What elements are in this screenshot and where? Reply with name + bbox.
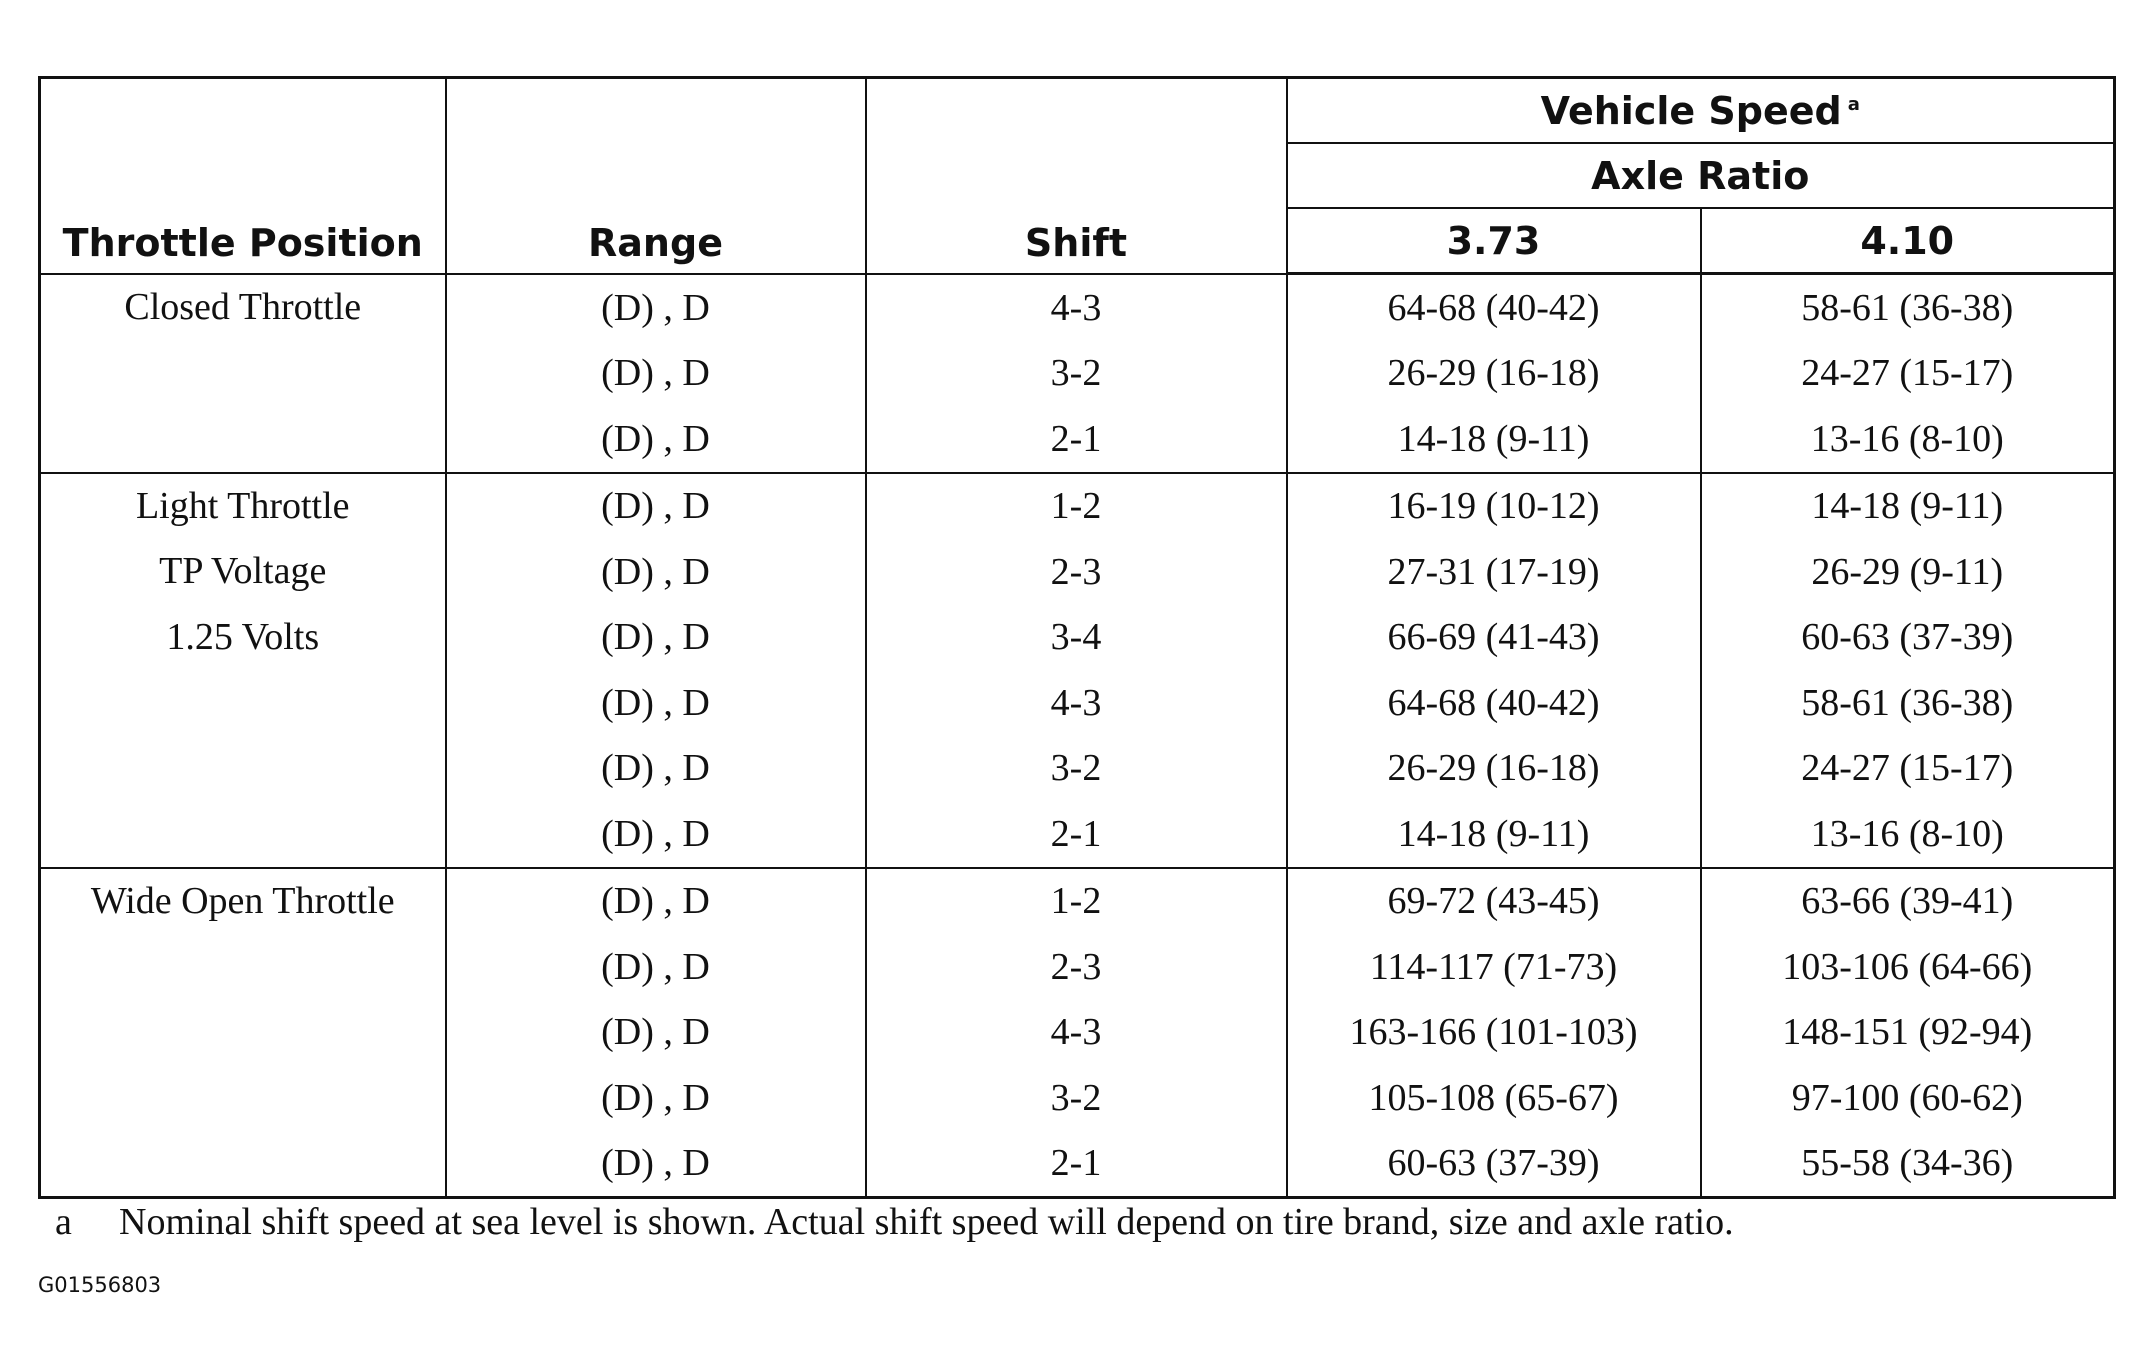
shift-cell: 3-2: [866, 341, 1287, 407]
figure-id: G01556803: [38, 1273, 162, 1297]
shift-speed-table-container: [38, 76, 2113, 1199]
table-row: [40, 868, 2115, 935]
footnote: [55, 1200, 1734, 1244]
throttle-position-line: TP Voltage: [159, 550, 327, 592]
vehicle-speed-label: Vehicle Speed: [1540, 88, 1842, 133]
shift-cell: 2-1: [866, 406, 1287, 473]
range-cell: (D) , D: [446, 868, 866, 935]
range-header: Range: [446, 78, 866, 274]
throttle-position-line: 1.25 Volts: [166, 615, 320, 658]
range-cell: (D) , D: [446, 473, 866, 540]
speed-373-cell: 69-72 (43-45): [1287, 868, 1701, 935]
range-cell: (D) , D: [446, 1000, 866, 1066]
range-cell: (D) , D: [446, 605, 866, 671]
shift-cell: 4-3: [866, 670, 1287, 736]
table-row: [40, 274, 2115, 341]
axle-ratio-410-header: 4.10: [1701, 208, 2115, 274]
speed-410-cell: 58-61 (36-38): [1701, 274, 2115, 341]
speed-410-cell: 97-100 (60-62): [1701, 1065, 2115, 1131]
range-cell: (D) , D: [446, 1131, 866, 1198]
speed-373-cell: 27-31 (17-19): [1287, 539, 1701, 605]
shift-cell: 4-3: [866, 274, 1287, 341]
speed-410-cell: 14-18 (9-11): [1701, 473, 2115, 540]
throttle-position-cell: [40, 868, 446, 1198]
speed-410-cell: 103-106 (64-66): [1701, 934, 2115, 1000]
shift-cell: 1-2: [866, 473, 1287, 540]
table-header: [40, 78, 2115, 274]
shift-cell: 2-3: [866, 539, 1287, 605]
speed-373-cell: 114-117 (71-73): [1287, 934, 1701, 1000]
speed-410-cell: 13-16 (8-10): [1701, 801, 2115, 868]
speed-373-cell: 163-166 (101-103): [1287, 1000, 1701, 1066]
shift-cell: 3-4: [866, 605, 1287, 671]
axle-ratio-header: Axle Ratio: [1287, 143, 2115, 208]
speed-410-cell: 24-27 (15-17): [1701, 736, 2115, 802]
shift-cell: 3-2: [866, 1065, 1287, 1131]
range-cell: (D) , D: [446, 736, 866, 802]
speed-373-cell: 64-68 (40-42): [1287, 274, 1701, 341]
speed-373-cell: 66-69 (41-43): [1287, 605, 1701, 671]
shift-cell: 2-1: [866, 801, 1287, 868]
table-row: [40, 473, 2115, 540]
shift-cell: 3-2: [866, 736, 1287, 802]
range-cell: (D) , D: [446, 670, 866, 736]
shift-speed-table: [38, 76, 2116, 1199]
speed-373-cell: 26-29 (16-18): [1287, 341, 1701, 407]
speed-373-cell: 14-18 (9-11): [1287, 801, 1701, 868]
speed-410-cell: 13-16 (8-10): [1701, 406, 2115, 473]
speed-410-cell: 63-66 (39-41): [1701, 868, 2115, 935]
range-cell: (D) , D: [446, 274, 866, 341]
footnote-marker: a: [55, 1201, 72, 1243]
speed-410-cell: 58-61 (36-38): [1701, 670, 2115, 736]
range-cell: (D) , D: [446, 1065, 866, 1131]
speed-373-cell: 64-68 (40-42): [1287, 670, 1701, 736]
axle-ratio-373-header: 3.73: [1287, 208, 1701, 274]
range-cell: (D) , D: [446, 801, 866, 868]
range-cell: (D) , D: [446, 406, 866, 473]
shift-cell: 2-1: [866, 1131, 1287, 1198]
range-cell: (D) , D: [446, 934, 866, 1000]
speed-373-cell: 26-29 (16-18): [1287, 736, 1701, 802]
throttle-position-cell: [40, 473, 446, 868]
shift-cell: 1-2: [866, 868, 1287, 935]
speed-373-cell: 16-19 (10-12): [1287, 473, 1701, 540]
speed-410-cell: 148-151 (92-94): [1701, 1000, 2115, 1066]
speed-410-cell: 60-63 (37-39): [1701, 605, 2115, 671]
speed-410-cell: 26-29 (9-11): [1701, 539, 2115, 605]
throttle-position-line: Wide Open Throttle: [90, 879, 395, 922]
range-cell: (D) , D: [446, 539, 866, 605]
footnote-reference: a: [1847, 93, 1860, 115]
throttle-position-cell: [40, 274, 446, 473]
vehicle-speed-header: [1287, 78, 2115, 144]
shift-cell: 2-3: [866, 934, 1287, 1000]
throttle-position-line: Light Throttle: [135, 484, 350, 527]
speed-373-cell: 105-108 (65-67): [1287, 1065, 1701, 1131]
footnote-text: Nominal shift speed at sea level is shown. Actual shift speed will depend on tire brand, size and axle ratio.: [119, 1201, 1734, 1243]
throttle-position-line: Closed Throttle: [124, 285, 362, 328]
shift-header: Shift: [866, 78, 1287, 274]
speed-373-cell: 60-63 (37-39): [1287, 1131, 1701, 1198]
speed-410-cell: 24-27 (15-17): [1701, 341, 2115, 407]
throttle-position-header: Throttle Position: [40, 78, 446, 274]
shift-cell: 4-3: [866, 1000, 1287, 1066]
speed-373-cell: 14-18 (9-11): [1287, 406, 1701, 473]
speed-410-cell: 55-58 (34-36): [1701, 1131, 2115, 1198]
range-cell: (D) , D: [446, 341, 866, 407]
table-body: [40, 274, 2115, 1198]
